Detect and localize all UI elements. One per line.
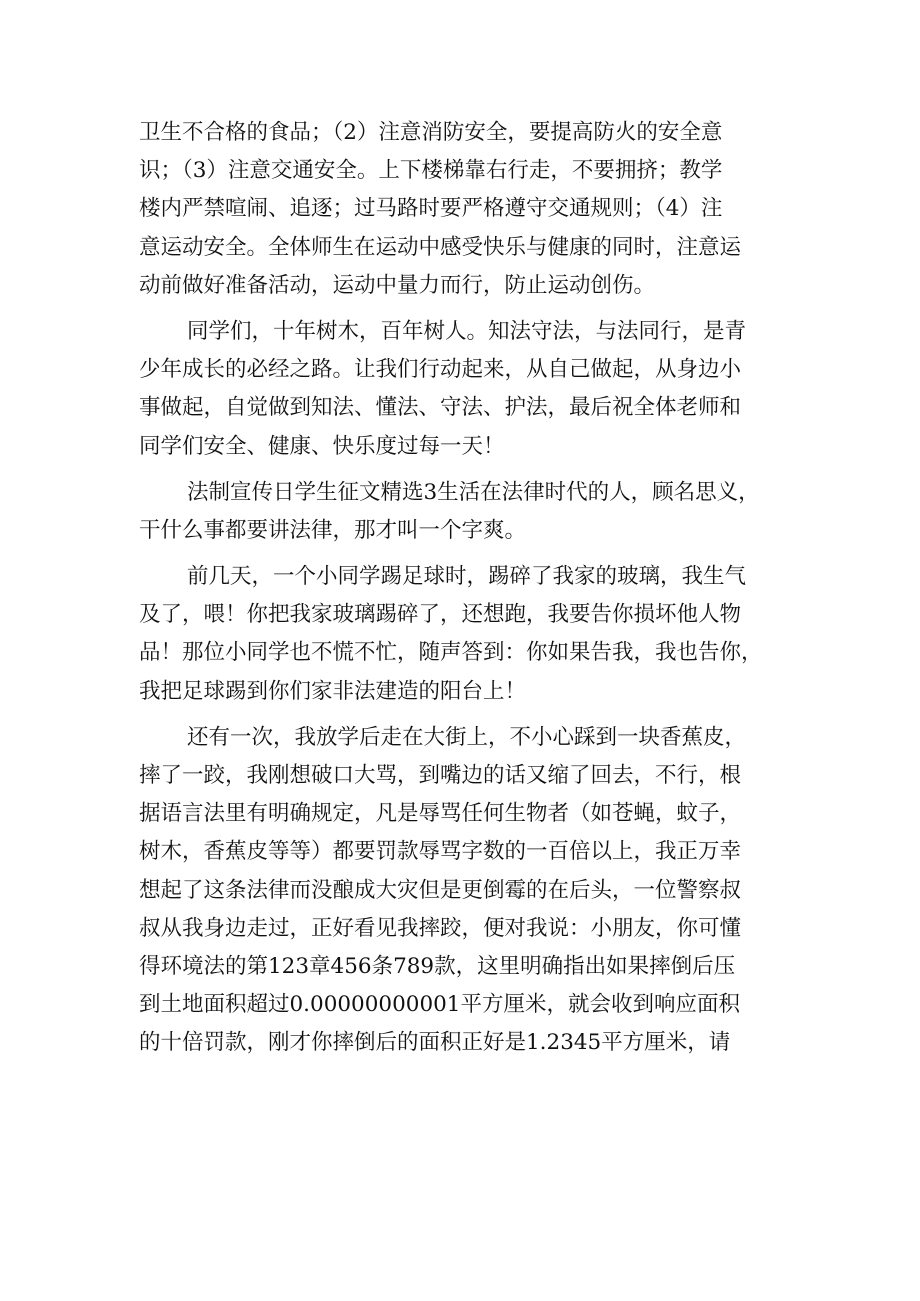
paragraph-spacer <box>139 711 789 719</box>
text-line: 动前做好准备活动，运动中量力而行，防止运动创伤。 <box>139 272 656 298</box>
text-line: 同学们安全、健康、快乐度过每一天！ <box>139 433 505 459</box>
text-line: 法制宣传日学生征文精选3生活在法律时代的人，顾名思义， <box>187 479 760 505</box>
text-line: 卫生不合格的食品；（2）注意消防安全，要提高防火的安全意 <box>139 120 723 145</box>
text-line: 我把足球踢到你们家非法建造的阳台上！ <box>139 678 527 704</box>
text-line: 树木，香蕉皮等等）都要罚款辱骂字数的一百倍以上，我正万幸 <box>139 839 742 865</box>
paragraph-safety-continuation <box>139 114 789 305</box>
text-line: 干什么事都要讲法律，那才叫一个字爽。 <box>139 517 527 543</box>
text-line: 识；（3）注意交通安全。上下楼梯靠右行走，不要拥挤；教学 <box>139 158 723 184</box>
text-line: 想起了这条法律而没酿成大灾但是更倒霉的在后头，一位警察叔 <box>139 877 742 903</box>
paragraph-football-story <box>139 558 789 711</box>
text-line: 及了，喂！你把我家玻璃踢碎了，还想跑，我要告你损坏他人物 <box>139 602 742 628</box>
text-line: 据语言法里有明确规定，凡是辱骂任何生物者（如苍蝇，蚊子， <box>139 801 742 827</box>
text-line: 少年成长的必经之路。让我们行动起来，从自己做起，从身边小 <box>139 357 742 383</box>
paragraph-spacer <box>139 550 789 558</box>
text-line: 前几天，一个小同学踢足球时，踢碎了我家的玻璃，我生气 <box>187 564 747 590</box>
text-line: 的十倍罚款，刚才你摔倒后的面积正好是1.2345平方厘米，请 <box>139 1030 731 1056</box>
text-line: 同学们，十年树木，百年树人。知法守法，与法同行，是青 <box>187 318 747 344</box>
text-line: 摔了一跤，我刚想破口大骂，到嘴边的话又缩了回去，不行，根 <box>139 763 742 788</box>
paragraph-closing <box>139 313 789 466</box>
text-line: 还有一次，我放学后走在大街上，不小心踩到一块香蕉皮， <box>187 724 747 750</box>
text-line: 得环境法的第123章456条789款，这里明确指出如果摔倒后压 <box>139 953 736 979</box>
paragraph-essay3-intro <box>139 474 789 550</box>
text-line: 意运动安全。全体师生在运动中感受快乐与健康的同时，注意运 <box>139 234 742 260</box>
text-line: 叔从我身边走过，正好看见我摔跤，便对我说：小朋友，你可懂 <box>139 915 742 941</box>
paragraph-spacer <box>139 305 789 313</box>
paragraph-banana-story <box>139 719 789 1063</box>
text-line: 事做起，自觉做到知法、懂法、守法、护法，最后祝全体老师和 <box>139 395 742 421</box>
document-body <box>139 114 789 1063</box>
text-line: 品！那位小同学也不慌不忙，随声答到：你如果告我，我也告你， <box>139 640 763 666</box>
text-line: 楼内严禁喧闹、追逐；过马路时要严格遵守交通规则；（4）注 <box>139 196 723 222</box>
text-line: 到土地面积超过0.00000000001平方厘米，就会收到响应面积 <box>139 992 740 1018</box>
paragraph-spacer <box>139 466 789 474</box>
